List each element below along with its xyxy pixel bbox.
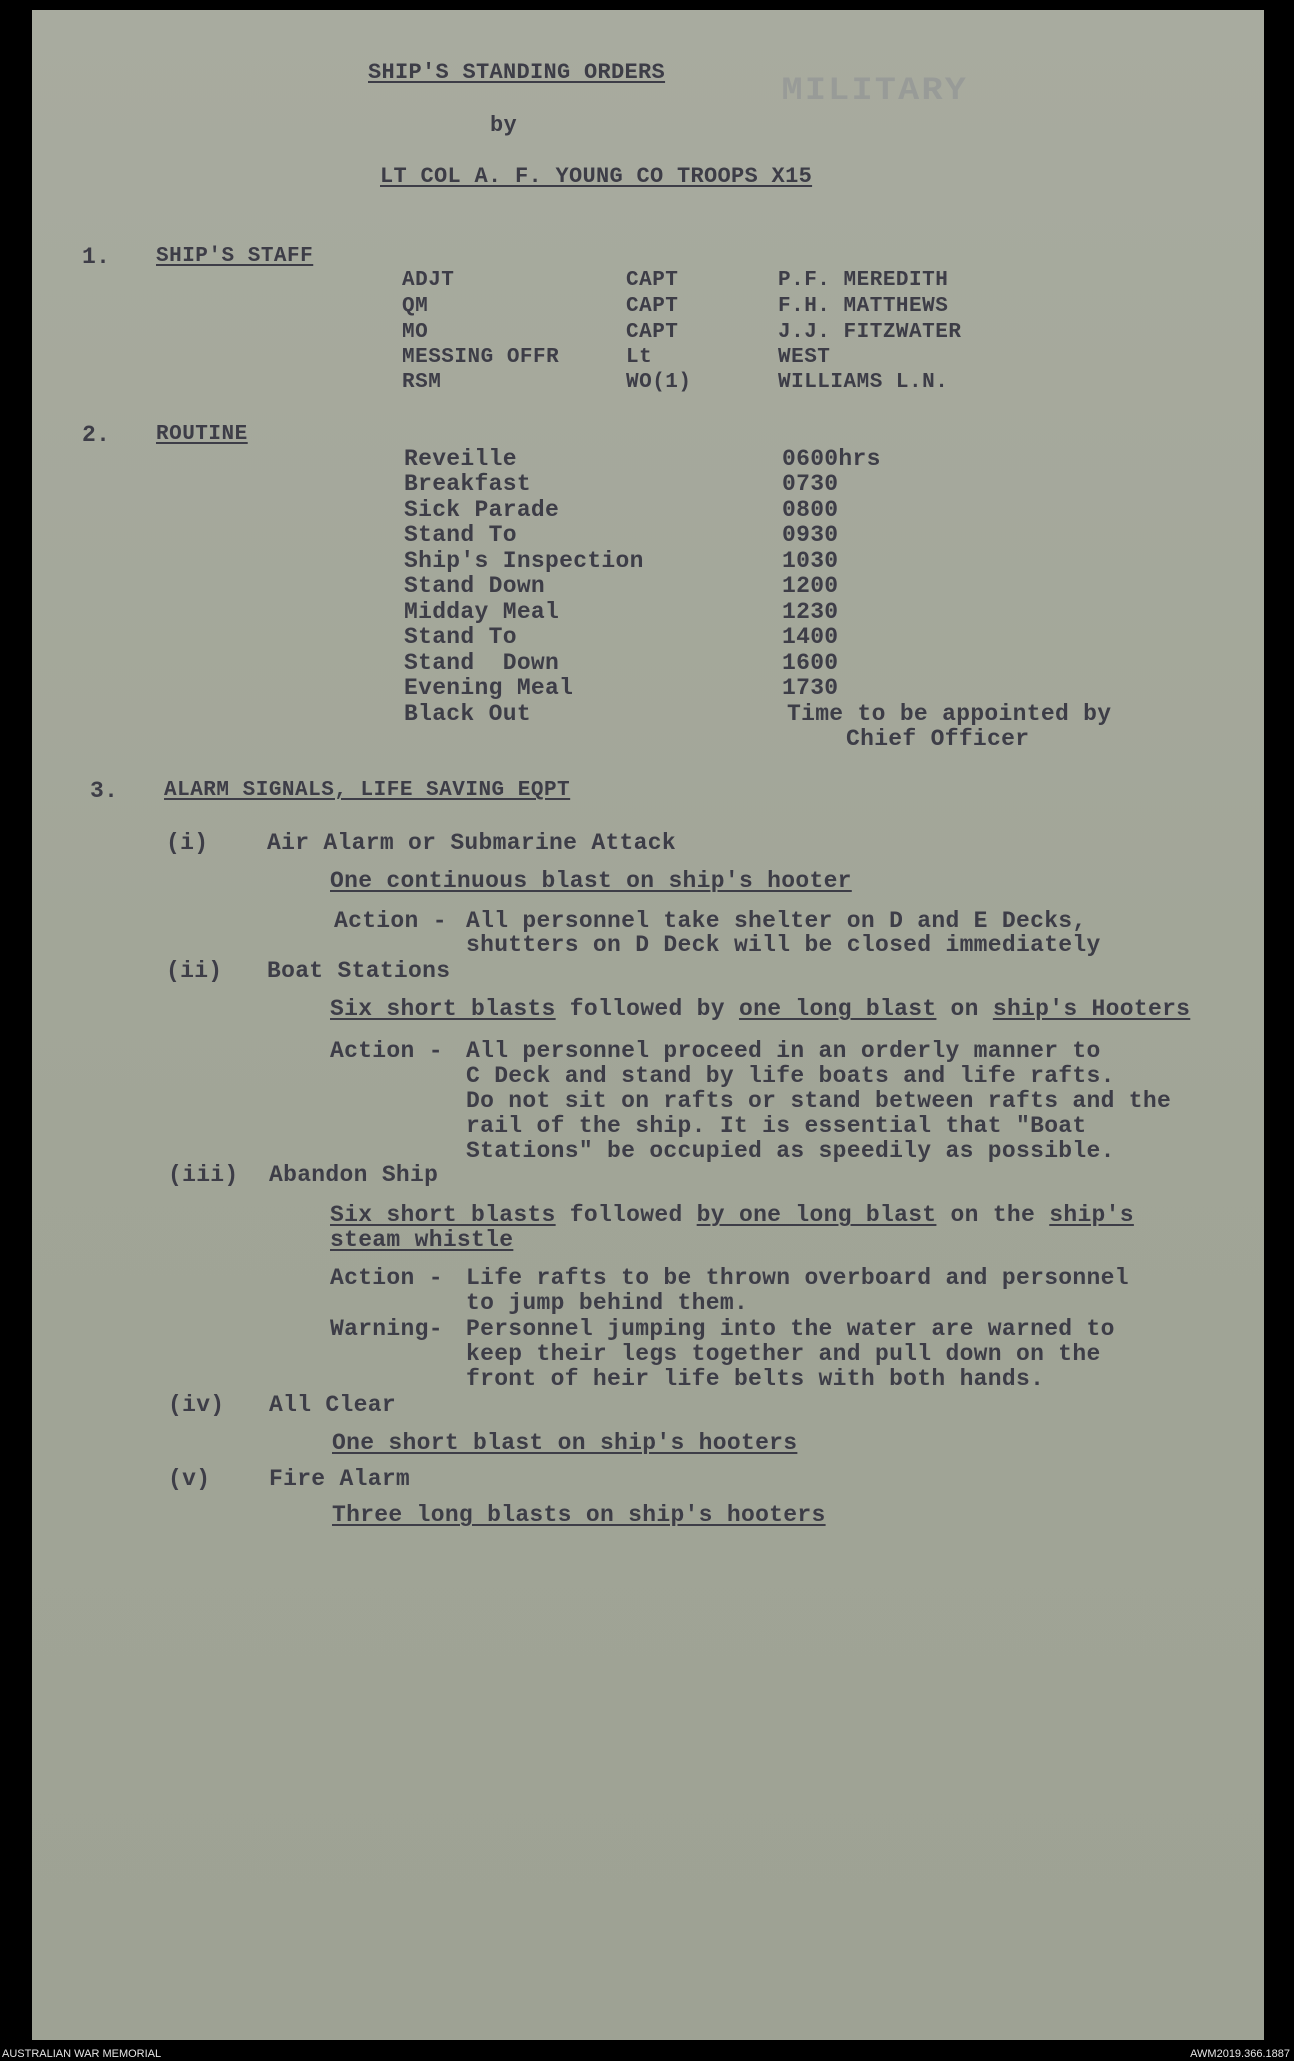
alarm-i-signal: One continuous blast on ship's hooter (330, 868, 852, 894)
staff-role: QM (402, 295, 429, 318)
routine-event: Stand To (404, 522, 517, 548)
document-page (32, 10, 1264, 2040)
routine-event: Midday Meal (404, 599, 560, 625)
signal-part: followed (555, 1202, 697, 1228)
routine-time: Time to be appointed by (787, 701, 1112, 727)
routine-time: 1600 (782, 650, 839, 676)
alarm-iii-action-label: Action - (330, 1265, 443, 1291)
alarm-ii-action-line: Do not sit on rafts or stand between rafts and the (466, 1088, 1172, 1114)
alarm-ii-signal (330, 996, 1190, 1022)
alarm-i-action-line: All personnel take shelter on D and E Decks, (466, 908, 1087, 934)
signal-part: one long blast (738, 996, 937, 1022)
section-3-heading: ALARM SIGNALS, LIFE SAVING EQPT (164, 779, 571, 802)
staff-name: F.H. MATTHEWS (778, 295, 949, 318)
staff-role: RSM (402, 371, 442, 394)
by-line: by (490, 113, 518, 138)
alarm-iii-action-line: Life rafts to be thrown overboard and personnel (466, 1265, 1129, 1291)
routine-event: Breakfast (404, 471, 531, 497)
staff-rank: CAPT (626, 321, 679, 344)
alarm-iv-number: (iv) (168, 1392, 225, 1418)
section-3-number: 3. (90, 778, 119, 804)
staff-role: MESSING OFFR (402, 346, 560, 369)
signal-part: on (936, 996, 993, 1022)
signal-part: Six short blasts (330, 996, 556, 1022)
routine-event: Stand Down (404, 573, 546, 599)
alarm-iii-warning-line: front of heir life belts with both hands. (466, 1366, 1045, 1392)
routine-event: Stand To (404, 624, 517, 650)
staff-rank: WO(1) (626, 371, 692, 394)
alarm-i-number: (i) (166, 830, 209, 856)
signal-part: ship's Hooters (992, 996, 1191, 1022)
signal-part: by one long blast (696, 1202, 937, 1228)
signal-part: followed by (555, 996, 739, 1022)
alarm-iii-warning-label: Warning- (330, 1316, 443, 1342)
alarm-iii-warning-line: Personnel jumping into the water are warned to (466, 1316, 1115, 1342)
routine-time: 0730 (782, 471, 839, 497)
alarm-ii-title: Boat Stations (267, 958, 451, 984)
alarm-v-number: (v) (168, 1466, 211, 1492)
routine-time: 1030 (782, 548, 839, 574)
routine-time: 0800 (782, 497, 839, 523)
section-1-heading: SHIP'S STAFF (156, 245, 314, 268)
staff-role: ADJT (402, 269, 455, 292)
signal-part: Six short blasts (330, 1202, 556, 1228)
routine-event: Ship's Inspection (404, 548, 644, 574)
routine-time: 1200 (782, 573, 839, 599)
alarm-ii-number: (ii) (166, 958, 223, 984)
routine-event: Reveille (404, 446, 517, 472)
routine-event: Evening Meal (404, 675, 574, 701)
staff-name: WILLIAMS L.N. (778, 371, 949, 394)
section-2-number: 2. (82, 422, 111, 448)
alarm-v-signal: Three long blasts on ship's hooters (332, 1502, 826, 1528)
section-2-heading: ROUTINE (156, 423, 248, 446)
signal-part: on the (936, 1202, 1050, 1228)
alarm-ii-action-line: Stations" be occupied as speedily as possible. (466, 1138, 1115, 1164)
footer-archive-name: AUSTRALIAN WAR MEMORIAL (2, 2048, 162, 2060)
section-1-number: 1. (82, 244, 111, 270)
staff-name: WEST (778, 346, 831, 369)
alarm-ii-action-line: rail of the ship. It is essential that "Boat (466, 1113, 1087, 1139)
staff-name: P.F. MEREDITH (778, 269, 949, 292)
footer-accession-number: AWM2019.366.1887 (1190, 2048, 1290, 2060)
alarm-iii-signal-line2: steam whistle (330, 1227, 514, 1253)
routine-event: Stand Down (404, 650, 560, 676)
alarm-ii-action-line: C Deck and stand by life boats and life rafts. (466, 1063, 1115, 1089)
alarm-iv-signal: One short blast on ship's hooters (332, 1430, 798, 1456)
document-title: SHIP'S STANDING ORDERS (368, 60, 666, 85)
alarm-i-action-line: shutters on D Deck will be closed immediately (466, 932, 1101, 958)
alarm-i-action-label: Action - (334, 908, 447, 934)
routine-time: 0930 (782, 522, 839, 548)
routine-time: 1730 (782, 675, 839, 701)
alarm-iii-title: Abandon Ship (269, 1162, 439, 1188)
staff-name: J.J. FITZWATER (778, 321, 962, 344)
alarm-iii-number: (iii) (168, 1162, 239, 1188)
faded-stamp: MILITARY (781, 72, 969, 109)
staff-rank: Lt (626, 346, 653, 369)
alarm-iv-title: All Clear (269, 1392, 396, 1418)
alarm-ii-action-line: All personnel proceed in an orderly manner to (466, 1038, 1101, 1064)
routine-time: 0600hrs (782, 446, 881, 472)
alarm-ii-action-label: Action - (330, 1038, 443, 1064)
routine-time-cont: Chief Officer (846, 726, 1030, 752)
routine-event: Black Out (404, 701, 531, 727)
routine-event: Sick Parade (404, 497, 560, 523)
staff-role: MO (402, 321, 429, 344)
document-author: LT COL A. F. YOUNG CO TROOPS X15 (380, 164, 813, 189)
alarm-iii-warning-line: keep their legs together and pull down on the (466, 1341, 1101, 1367)
alarm-iii-signal (330, 1202, 1134, 1228)
alarm-iii-action-line: to jump behind them. (466, 1290, 749, 1316)
staff-rank: CAPT (626, 269, 679, 292)
staff-rank: CAPT (626, 295, 679, 318)
alarm-v-title: Fire Alarm (269, 1466, 411, 1492)
routine-time: 1230 (782, 599, 839, 625)
signal-part: ship's (1049, 1202, 1134, 1228)
alarm-i-title: Air Alarm or Submarine Attack (267, 830, 676, 856)
routine-time: 1400 (782, 624, 839, 650)
